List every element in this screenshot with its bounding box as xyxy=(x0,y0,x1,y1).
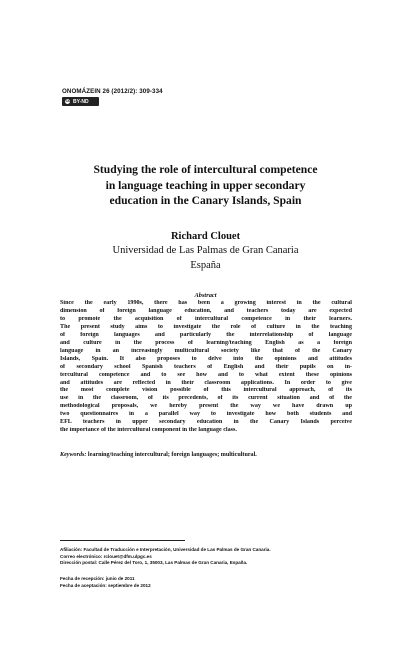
cc-logo-icon xyxy=(64,98,71,105)
abstract-body xyxy=(60,300,352,435)
abstract-line: Since the early 1990s, there has been a growing interest in the cultural xyxy=(60,300,352,306)
footnotes xyxy=(60,547,360,567)
footnote-divider xyxy=(60,540,185,541)
author-country: España xyxy=(190,260,221,271)
footnote-postal-address: Dirección postal: Calle Pérez del Toro, 1, 35003, Las Palmas de Gran Canaria, España. xyxy=(60,560,248,566)
keywords-text: learning/teaching intercultural; foreign languages; multicultural. xyxy=(86,452,257,458)
received-date: Fecha de recepción: junio de 2011 xyxy=(60,576,135,581)
abstract-line: use in the classroom, of its precedents, of its current situation and of the xyxy=(60,395,352,402)
abstract-line: and culture in the process of learning/teaching English as a foreign xyxy=(60,339,352,346)
abstract-line: Islands, Spain. It also proposes to delve into the opinions and attitudes xyxy=(60,355,352,362)
footnote-email[interactable]: Correo electrónico: rclouet@dfm.ulpgc.es xyxy=(60,553,152,559)
abstract-line: two questionnaires in a parallel way to investigate how both students and xyxy=(60,411,352,418)
abstract-line: the importance of the intercultural component in the language class. xyxy=(60,427,237,434)
keywords-label: Keywords: xyxy=(60,452,87,458)
author-name: Richard Clouet xyxy=(170,231,241,242)
abstract-line: the most complete vision possible of this intercultural approach, of its xyxy=(60,387,352,394)
abstract-line: to promote the acquisition of intercultural competence in their learners. xyxy=(60,315,352,322)
article-title xyxy=(60,162,351,209)
journal-reference: ONOMÁZEIN 26 (2012/2): 309-334 xyxy=(62,88,163,95)
license-type-label: BY-ND xyxy=(73,98,89,105)
title-line: education in the Canary Islands, Spain xyxy=(109,194,302,207)
abstract-line: and attitudes are reflected in their classroom applications. In order to give xyxy=(60,379,352,386)
abstract-line: dimension of foreign language education, and teachers today are expected xyxy=(60,307,352,314)
abstract-line: of secondary school Spanish teachers of English and their pupils on in- xyxy=(60,363,352,370)
creative-commons-license-badge[interactable] xyxy=(62,97,99,106)
abstract-line: language in an increasingly multicultural society like that of the Canary xyxy=(60,347,352,354)
abstract-heading: Abstract xyxy=(194,292,217,299)
abstract-line: methodological proposals, we hereby present the way we have drawn up xyxy=(60,403,352,410)
accepted-date: Fecha de aceptación: septiembre de 2012 xyxy=(60,582,151,588)
title-line: in language teaching in upper secondary xyxy=(105,178,306,192)
author-affiliation: Universidad de Las Palmas de Gran Canaria xyxy=(112,245,299,256)
abstract-line: of foreign languages and particularly the interrelationship of language xyxy=(60,331,352,338)
abstract-line: tercultural competence and to see how and to what extent these opinions xyxy=(60,371,352,378)
footnote-affiliation: Afiliación: Facultad de Traducción e Interpretación, Universidad de Las Palmas de Gran Canaria. xyxy=(60,547,271,552)
abstract-line: The present study aims to investigate the role of culture in the teaching xyxy=(60,323,352,330)
title-line: Studying the role of intercultural competence xyxy=(93,163,318,176)
submission-dates xyxy=(60,576,360,589)
abstract-line: EFL teachers in upper secondary education in the Canary Islands perceive xyxy=(60,419,352,426)
keywords-line xyxy=(60,451,352,459)
